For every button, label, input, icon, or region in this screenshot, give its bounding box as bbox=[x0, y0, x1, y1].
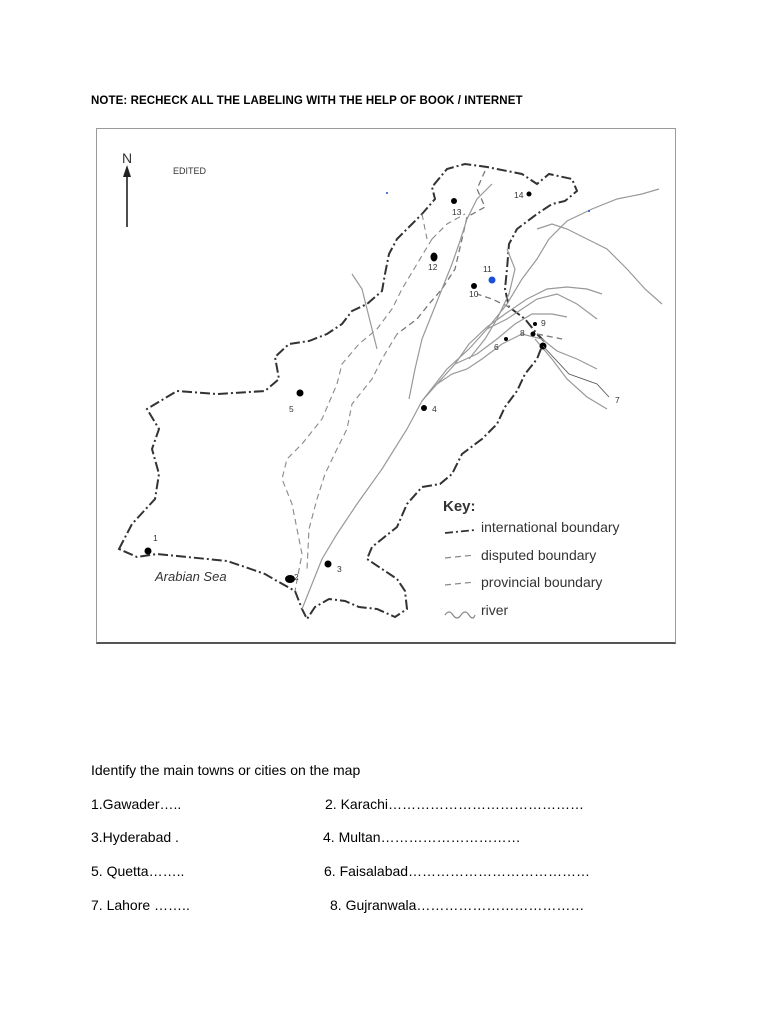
key-title: Key: bbox=[443, 498, 476, 515]
key-label-river: river bbox=[481, 602, 509, 618]
note-heading: NOTE: RECHECK ALL THE LABELING WITH THE HELP OF BOOK / INTERNET bbox=[91, 95, 523, 107]
marker-label-14: 14 bbox=[514, 190, 524, 200]
answer-3: 3.Hyderabad . bbox=[91, 829, 179, 845]
marker-label-4: 4 bbox=[432, 404, 437, 414]
map-drawing bbox=[97, 129, 675, 643]
pakistan-map bbox=[96, 128, 676, 644]
marker-label-1: 1 bbox=[153, 533, 158, 543]
key-swatch-provincial bbox=[445, 582, 475, 585]
marker-label-7: 7 bbox=[615, 395, 620, 405]
key-swatch-international bbox=[445, 530, 475, 533]
edited-label: EDITED bbox=[173, 166, 207, 176]
answer-8: 8. Gujranwala……………………………… bbox=[330, 897, 585, 913]
answer-2: 2. Karachi…………………………………… bbox=[325, 796, 585, 812]
answer-4: 4. Multan………………………… bbox=[323, 829, 521, 845]
key-swatch-disputed bbox=[445, 555, 475, 558]
city-dot-3 bbox=[325, 561, 332, 568]
key-label-provincial: provincial boundary bbox=[481, 574, 603, 590]
marker-label-5: 5 bbox=[289, 404, 294, 414]
marker-label-12: 12 bbox=[428, 262, 438, 272]
answer-5: 5. Quetta…….. bbox=[91, 863, 185, 879]
north-arrow-icon bbox=[123, 165, 131, 227]
city-dot-5 bbox=[297, 390, 304, 397]
city-dot-1 bbox=[145, 548, 152, 555]
city-dot-13 bbox=[451, 198, 457, 204]
marker-label-3: 3 bbox=[337, 564, 342, 574]
answer-7: 7. Lahore …….. bbox=[91, 897, 190, 913]
sea-label: Arabian Sea bbox=[155, 569, 227, 584]
provincial-boundary bbox=[282, 214, 465, 591]
north-label: N bbox=[122, 150, 133, 166]
key-label-international: international boundary bbox=[481, 519, 620, 535]
key-label-disputed: disputed boundary bbox=[481, 547, 597, 563]
city-dot-14 bbox=[527, 192, 532, 197]
key-swatch-river bbox=[445, 612, 475, 618]
city-dot-4 bbox=[421, 405, 427, 411]
city-dot-6 bbox=[504, 337, 508, 341]
leader-line-7 bbox=[543, 346, 609, 397]
answer-6: 6. Faisalabad………………………………… bbox=[324, 863, 591, 879]
marker-label-6: 6 bbox=[494, 342, 499, 352]
city-dot-9 bbox=[533, 322, 537, 326]
instruction-text: Identify the main towns or cities on the map bbox=[91, 762, 361, 778]
marker-label-10: 10 bbox=[469, 289, 479, 299]
marker-label-13: 13 bbox=[452, 207, 462, 217]
map-key bbox=[443, 498, 620, 618]
answer-1: 1.Gawader….. bbox=[91, 796, 182, 812]
city-dot-8 bbox=[531, 332, 536, 337]
city-dot-12 bbox=[431, 253, 438, 262]
marker-label-9: 9 bbox=[541, 318, 546, 328]
city-dot-11 bbox=[489, 277, 496, 284]
marker-label-2: 2 bbox=[294, 572, 299, 582]
marker-label-11: 11 bbox=[483, 264, 492, 274]
marker-label-8: 8 bbox=[520, 328, 525, 338]
